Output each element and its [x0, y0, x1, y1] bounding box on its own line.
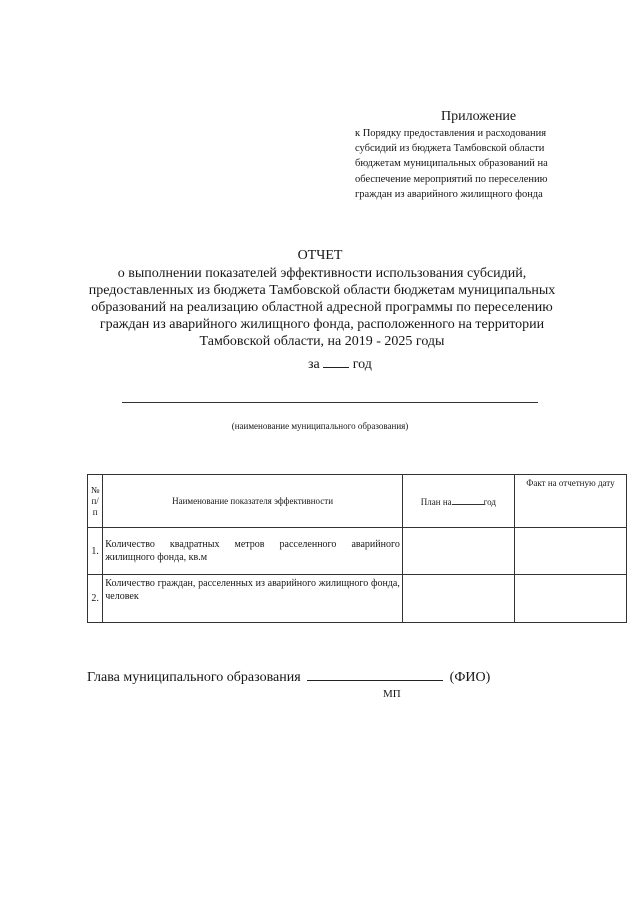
org-name-line[interactable]: [122, 402, 538, 403]
report-title: ОТЧЕТ: [297, 248, 343, 263]
signature-line: [87, 666, 490, 686]
appendix-text: [355, 126, 607, 202]
table-row: [88, 575, 627, 623]
appendix-line: субсидий из бюджета Тамбовской области: [355, 143, 545, 155]
appendix-line: граждан из аварийного жилищного фонда: [355, 188, 543, 200]
signature-blank[interactable]: [307, 666, 443, 681]
row-fact-cell[interactable]: [514, 575, 626, 623]
row-plan-cell[interactable]: [402, 575, 514, 623]
signature-fio: (ФИО): [449, 670, 491, 685]
period-prefix: за: [308, 357, 320, 372]
subtitle-line: граждан из аварийного жилищного фонда, расположенного на территории: [99, 317, 545, 332]
subtitle-line: Тамбовской области, на 2019 - 2025 годы: [199, 334, 445, 349]
header-name: Наименование показателя эффективности: [103, 475, 403, 528]
row-fact-cell[interactable]: [514, 528, 626, 575]
appendix-line: обеспечение мероприятий по переселению: [355, 173, 548, 185]
row-name: Количество граждан, расселенных из аварийного жилищного фонда, человек: [103, 575, 403, 623]
report-subtitle: [82, 265, 562, 350]
appendix-line: к Порядку предоставления и расходования: [355, 128, 547, 139]
row-num: 1.: [88, 528, 103, 575]
appendix-line: бюджетам муниципальных образований на: [355, 158, 548, 170]
report-period: [308, 355, 372, 373]
row-plan-cell[interactable]: [402, 528, 514, 575]
header-num: № п/п: [88, 475, 103, 528]
subtitle-line: образований на реализацию областной адресной программы по переселению: [91, 300, 553, 315]
table-row: [88, 528, 627, 575]
subtitle-line: о выполнении показателей эффективности использования субсидий,: [117, 266, 527, 281]
period-suffix: год: [352, 357, 372, 372]
row-num: 2.: [88, 575, 103, 623]
org-name-caption: (наименование муниципального образования): [231, 421, 409, 431]
header-plan-prefix: План на: [420, 497, 452, 507]
table-header-row: [88, 475, 627, 528]
period-year-blank[interactable]: [323, 355, 349, 368]
subtitle-line: предоставленных из бюджета Тамбовской области бюджетам муниципальных: [88, 283, 556, 298]
header-plan: [402, 475, 514, 528]
indicators-table: [87, 474, 627, 623]
signature-label: Глава муниципального образования: [87, 670, 301, 685]
header-plan-suffix: год: [483, 497, 496, 507]
stamp-place: МП: [383, 688, 401, 700]
appendix-title: Приложение: [441, 109, 517, 124]
header-fact: Факт на отчетную дату: [514, 475, 626, 528]
row-name: Количество квадратных метров расселенного аварийного жилищного фонда, кв.м: [103, 528, 403, 575]
plan-year-blank[interactable]: [452, 495, 484, 505]
